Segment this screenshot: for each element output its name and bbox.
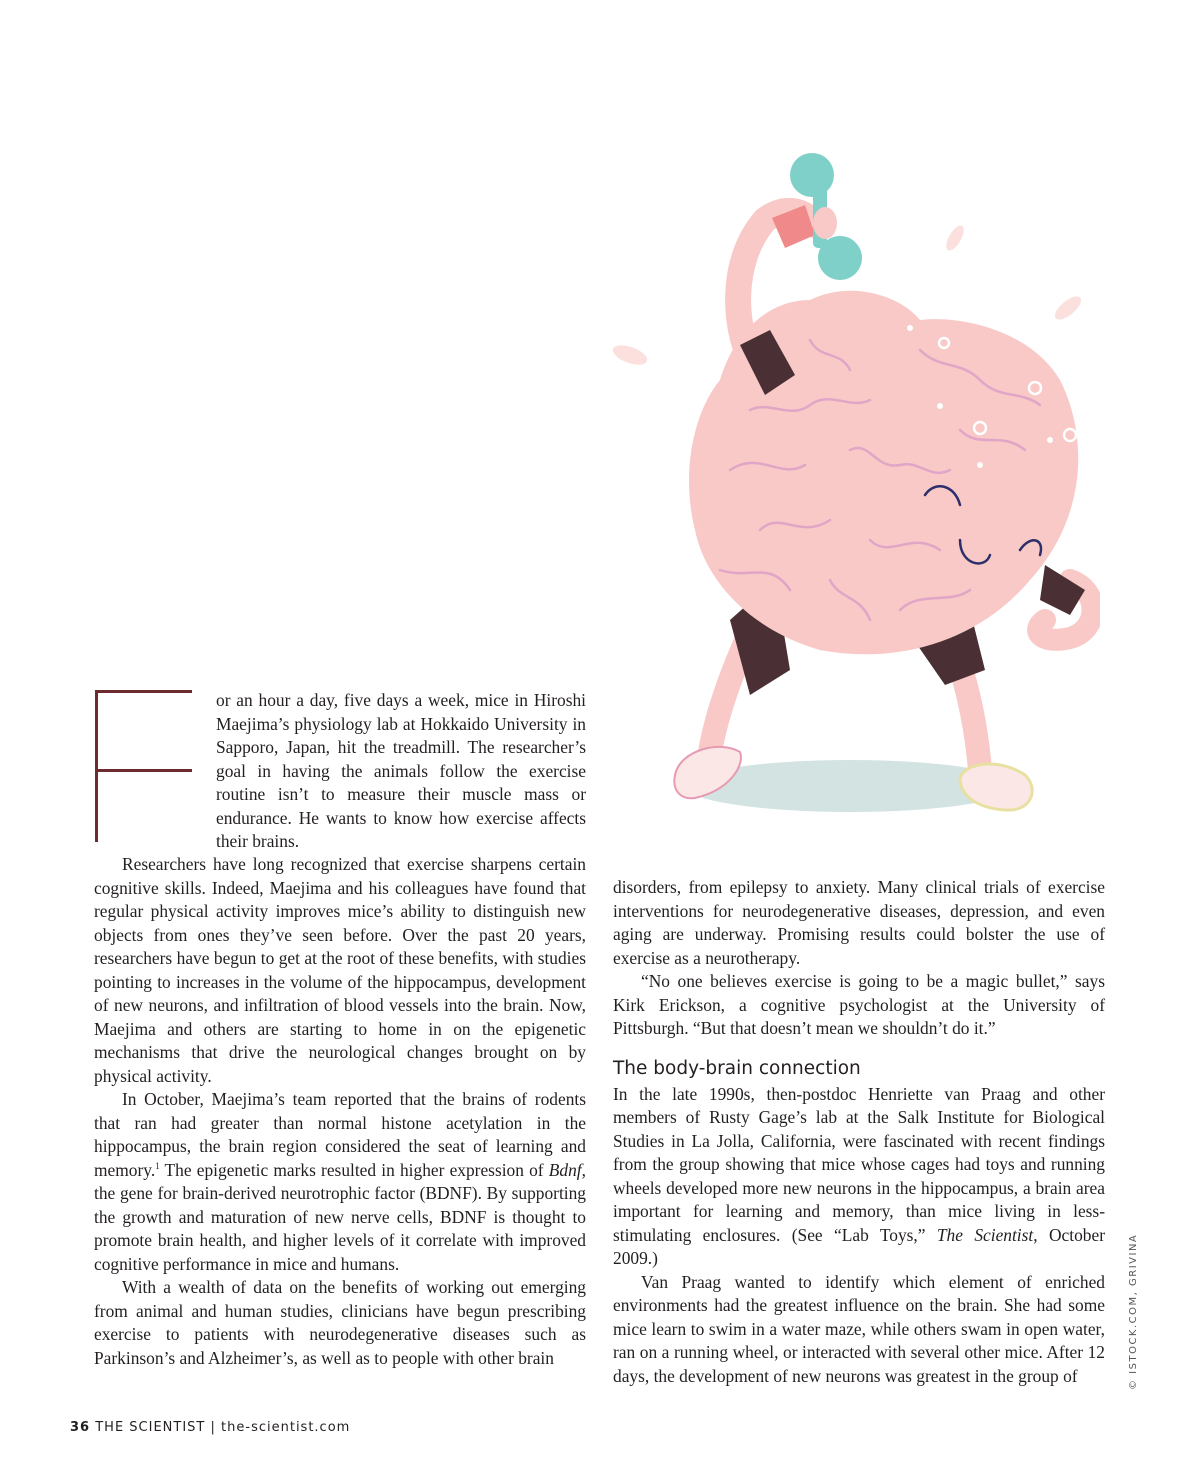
brain-exercise-illustration: [600, 150, 1100, 830]
footer-separator: |: [210, 1420, 216, 1435]
image-credit: © ISTOCK.COM, GRIVINA: [1128, 1233, 1139, 1390]
page-footer: [70, 1420, 350, 1435]
paragraph-4: disorders, from epilepsy to anxiety. Many clinical trials of exercise interventions for neurodegenerative diseases, depression, and even aging are underway. Promising results could bolster the use of exercise as a neurotherapy.: [613, 877, 1105, 968]
paragraph-2: In October, Maejima’s team reported that the brains of rodents that ran had greater than normal histone acetylation in the hippocampus, the brain region considered the seat of learning and memory.$^1$ The epigenetic marks resulted in higher expression of Bdnf, the gene for brain-derived neurotrophic factor (BDNF). By supporting the growth and maturation of new nerve cells, BDNF is thought to promote brain health, and higher levels of it correlate with improved cognitive performance in mice and humans.: [94, 1089, 586, 1274]
drop-cap: [92, 690, 192, 842]
right-column: [613, 876, 1105, 1388]
magazine-name: THE SCIENTIST: [95, 1420, 206, 1435]
left-column: [94, 853, 586, 1370]
paragraph-6: In the late 1990s, then-postdoc Henriette van Praag and other members of Rusty Gage’s lab at the Salk Institute for Biological Studies in La Jolla, California, were fascinated with recent findings from the group showing that mice whose cages had toys and running wheels developed more new neurons in the hippocampus, a brain area important for learning and memory, than mice living in less-stimulating enclosures. (See “Lab Toys,” The Scientist, October 2009.): [613, 1083, 1105, 1268]
footnote-ref: 1: [155, 1160, 160, 1171]
paragraph-3: With a wealth of data on the benefits of working out emerging from animal and human studies, clinicians have begun prescribing exercise to patients with neurodegenerative diseases such as Parkinson’s and Alzheimer’s, as well as to people with other brain: [94, 1277, 586, 1368]
paragraph-7: Van Praag wanted to identify which element of enriched environments had the greatest influence on the brain. She had some mice learn to swim in a water maze, while others swam in open water, ran on a running wheel, or interacted with several other mice. After 12 days, the development of new neurons was greatest in the group of: [613, 1271, 1105, 1386]
intro-paragraph: or an hour a day, five days a week, mice in Hiroshi Maejima’s physiology lab at Hokkaido University in Sapporo, Japan, hit the treadmill. The researcher’s goal in having the animals follow the exercise routine isn’t to measure their muscle mass or endurance. He wants to know how exercise affects their brains.: [216, 690, 586, 851]
page-number: 36: [70, 1420, 91, 1435]
website-link[interactable]: the-scientist.com: [221, 1420, 351, 1435]
paragraph-1: Researchers have long recognized that exercise sharpens certain cognitive skills. Indeed, Maejima and his colleagues have found that regular physical activity improves mice’s ability to distinguish new objects from ones they’ve seen before. Over the past 20 years, researchers have begun to get at the root of these benefits, with studies pointing to increases in the volume of the hippocampus, development of new neurons, and infiltration of blood vessels into the brain. Now, Maejima and others are starting to home in on the epigenetic mechanisms that drive the neurological changes brought on by physical activity.: [94, 854, 586, 1086]
section-heading: The body-brain connection: [613, 1057, 861, 1079]
paragraph-5: “No one believes exercise is going to be a magic bullet,” says Kirk Erickson, a cognitive psychologist at the University of Pittsburgh. “But that doesn’t mean we shouldn’t do it.”: [613, 971, 1105, 1038]
